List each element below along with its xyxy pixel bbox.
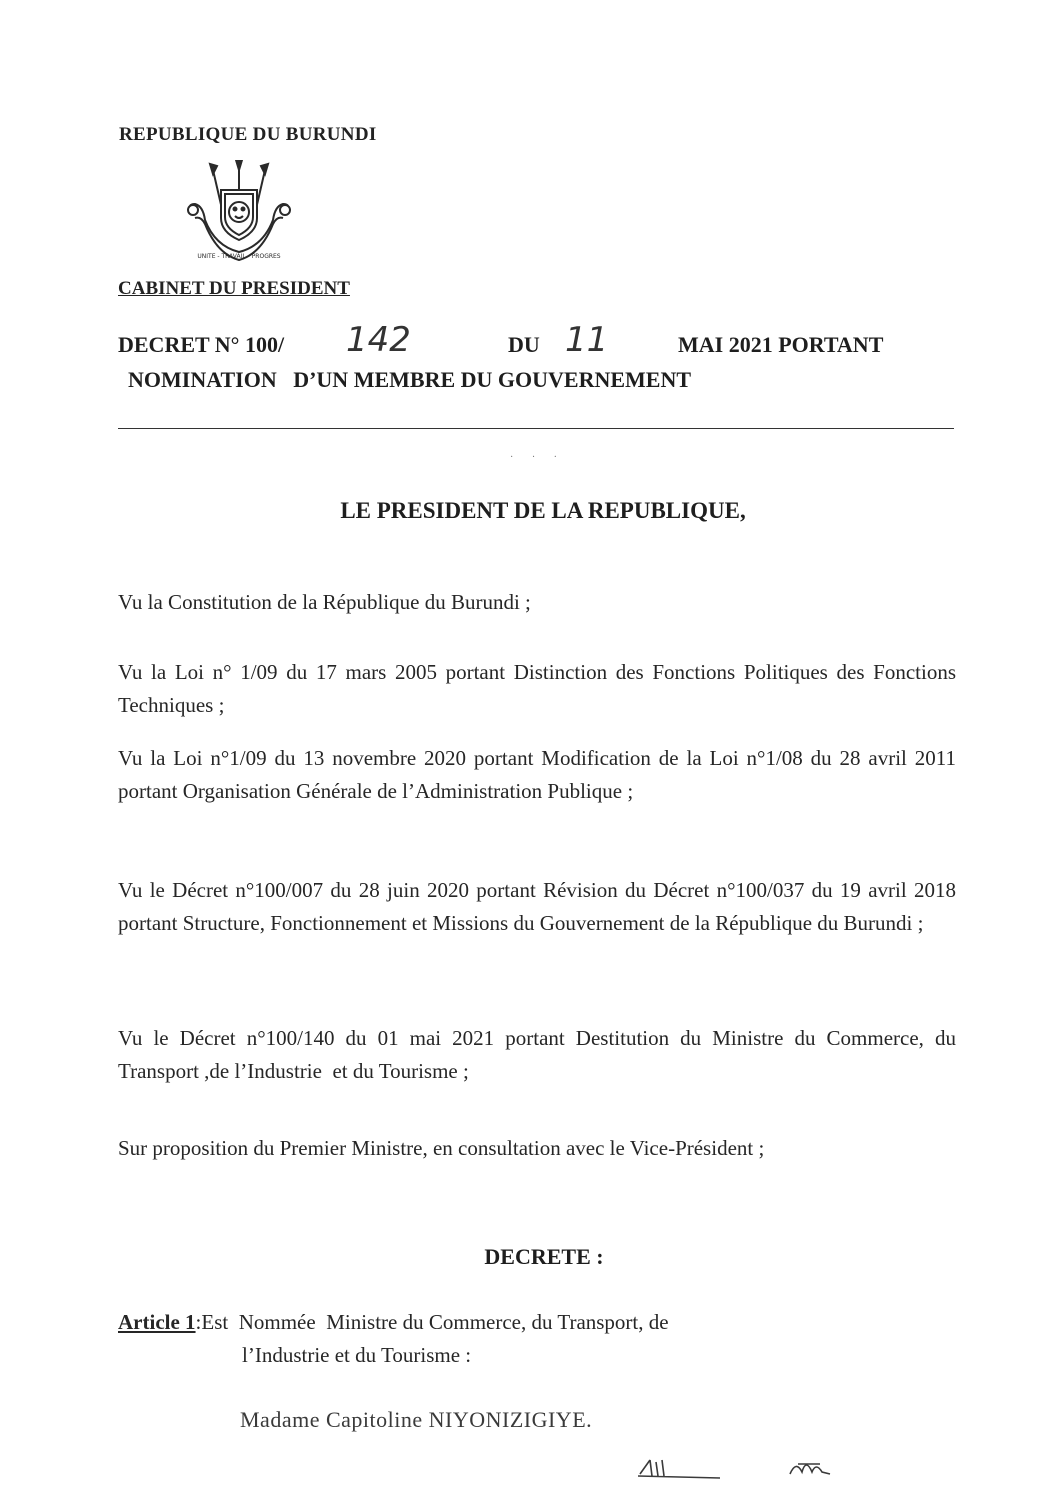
- article-1-label: Article 1: [118, 1310, 196, 1334]
- president-heading: LE PRESIDENT DE LA REPUBLIQUE,: [340, 498, 746, 523]
- decree-title-line2: NOMINATION D’UN MEMBRE DU GOUVERNEMENT: [128, 367, 692, 392]
- burundi-coat-of-arms-icon: [183, 160, 295, 270]
- decree-day-handwritten: 11: [565, 320, 609, 360]
- handwritten-initials: [620, 1450, 870, 1490]
- article-1: [118, 1306, 960, 1372]
- consideration-loi-2005: Vu la Loi n° 1/09 du 17 mars 2005 portant Distinction des Fonctions Politiques des Fonctions Techniques ;: [118, 660, 956, 717]
- article-1-text-line2: l’Industrie et du Tourisme :: [242, 1343, 472, 1367]
- article-1-text-line1: :Est Nommée Ministre du Commerce, du Transport, de: [195, 1310, 669, 1334]
- decree-prefix: DECRET N° 100/: [118, 332, 285, 357]
- nominee-name: Madame Capitoline NIYONIZIGIYE.: [240, 1407, 593, 1432]
- emblem-motto: UNITE - TRAVAIL - PROGRES: [197, 253, 281, 260]
- consideration-proposition: Sur proposition du Premier Ministre, en consultation avec le Vice-Président ;: [118, 1136, 765, 1160]
- consideration-loi-2020: Vu la Loi n°1/09 du 13 novembre 2020 portant Modification de la Loi n°1/08 du 28 avril 2011 portant Organisation Générale de l’Administration Publique ;: [118, 746, 956, 803]
- decree-date-rest: MAI 2021 PORTANT: [678, 332, 884, 357]
- office-name: CABINET DU PRESIDENT: [118, 278, 350, 299]
- consideration-constitution: Vu la Constitution de la République du Burundi ;: [118, 590, 531, 614]
- country-name: REPUBLIQUE DU BURUNDI: [119, 124, 377, 145]
- consideration-decret-2021: Vu le Décret n°100/140 du 01 mai 2021 portant Destitution du Ministre du Commerce, du Transport ,de l’Industrie et du Tourisme ;: [118, 1026, 961, 1083]
- consideration-decret-2020: Vu le Décret n°100/007 du 28 juin 2020 portant Révision du Décret n°100/037 du 19 avril 2018 portant Structure, Fonctionnement et Missions du Gouvernement de la République du Burundi ;: [118, 878, 956, 935]
- decree-number-handwritten: 142: [346, 320, 411, 360]
- scan-specks: · · ·: [510, 452, 565, 463]
- title-divider: [118, 428, 954, 429]
- decree-du: DU: [508, 332, 540, 357]
- decrete-heading: DECRETE :: [484, 1244, 604, 1269]
